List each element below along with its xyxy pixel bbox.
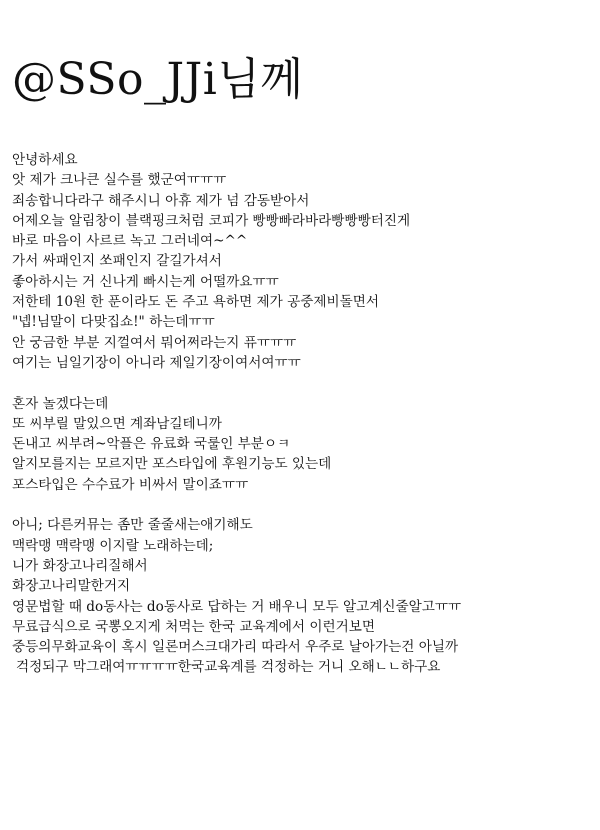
text-line: 화장고나리말한거지 (12, 578, 131, 595)
text-line: 알지모를지는 모르지만 포스타입에 후원기능도 있는데 (12, 456, 332, 473)
paragraph-gap (12, 373, 592, 393)
text-line: 앗 제가 크나큰 실수를 했군여ㅠㅠㅠ (12, 172, 227, 189)
text-line: 죄송합니다라구 해주시니 아휴 제가 넘 감동받아서 (12, 192, 310, 209)
paragraph-gap (12, 495, 592, 515)
text-line: 중등의무화교육이 혹시 일론머스크대가리 따라서 우주로 날아가는건 아닐까 (12, 639, 459, 656)
text-line: 혼자 놀겠다는데 (12, 395, 109, 412)
text-line: 무료급식으로 국뽕오지게 처먹는 한국 교육계에서 이런거보면 (12, 618, 376, 635)
paragraph-2 (12, 394, 592, 495)
text-line: 아니; 다른커뮤는 좀만 줄줄새는애기해도 (12, 517, 253, 534)
text-line: 어제오늘 알림창이 블랙핑크처럼 코피가 빵빵빠라바라빵빵빵터진게 (12, 212, 411, 229)
text-line: "넵!님말이 다맞집쇼!" 하는데ㅠㅠ (12, 314, 215, 331)
text-line: 좋아하시는 거 신나게 빠시는게 어떨까요ㅠㅠ (12, 273, 279, 290)
text-line: 또 씨부릴 말있으면 계좌남길테니까 (12, 415, 222, 432)
post-title: @SSo_JJi님께 (12, 54, 304, 105)
text-line: 여기는 님일기장이 아니라 제일기장이여서여ㅠㅠ (12, 354, 301, 371)
text-line: 저한테 10원 한 푼이라도 돈 주고 욕하면 제가 공중제비돌면서 (12, 294, 380, 311)
text-line: 맥락맹 맥락맹 이지랄 노래하는데; (12, 537, 214, 554)
paragraph-3 (12, 515, 592, 677)
text-line: 바로 마음이 사르르 녹고 그러네여~^^ (12, 233, 248, 250)
text-line: 가서 싸패인지 쏘패인지 갈길가셔서 (12, 253, 222, 270)
text-line: 안녕하세요 (12, 152, 78, 168)
text-line: 안 궁금한 부분 지껄여서 뭐어쩌라는지 퓨ㅠㅠㅠ (12, 334, 297, 351)
text-line: 걱정되구 막그래여ㅠㅠㅠㅠ한국교육계를 걱정하는 거니 오해ㄴㄴ하구요 (16, 659, 441, 676)
text-line: 니가 화장고나리질해서 (12, 557, 148, 574)
post-body (12, 150, 592, 678)
text-line: 포스타입은 수수료가 비싸서 말이죠ㅠㅠ (12, 476, 249, 493)
text-line: 돈내고 씨부려~악플은 유료화 국룰인 부분ㅇㅋ (12, 436, 291, 453)
paragraph-1 (12, 150, 592, 373)
text-line: 영문법할 때 do동사는 do동사로 답하는 거 배우니 모두 알고계신줄알고ㅠㅠ (12, 598, 462, 615)
